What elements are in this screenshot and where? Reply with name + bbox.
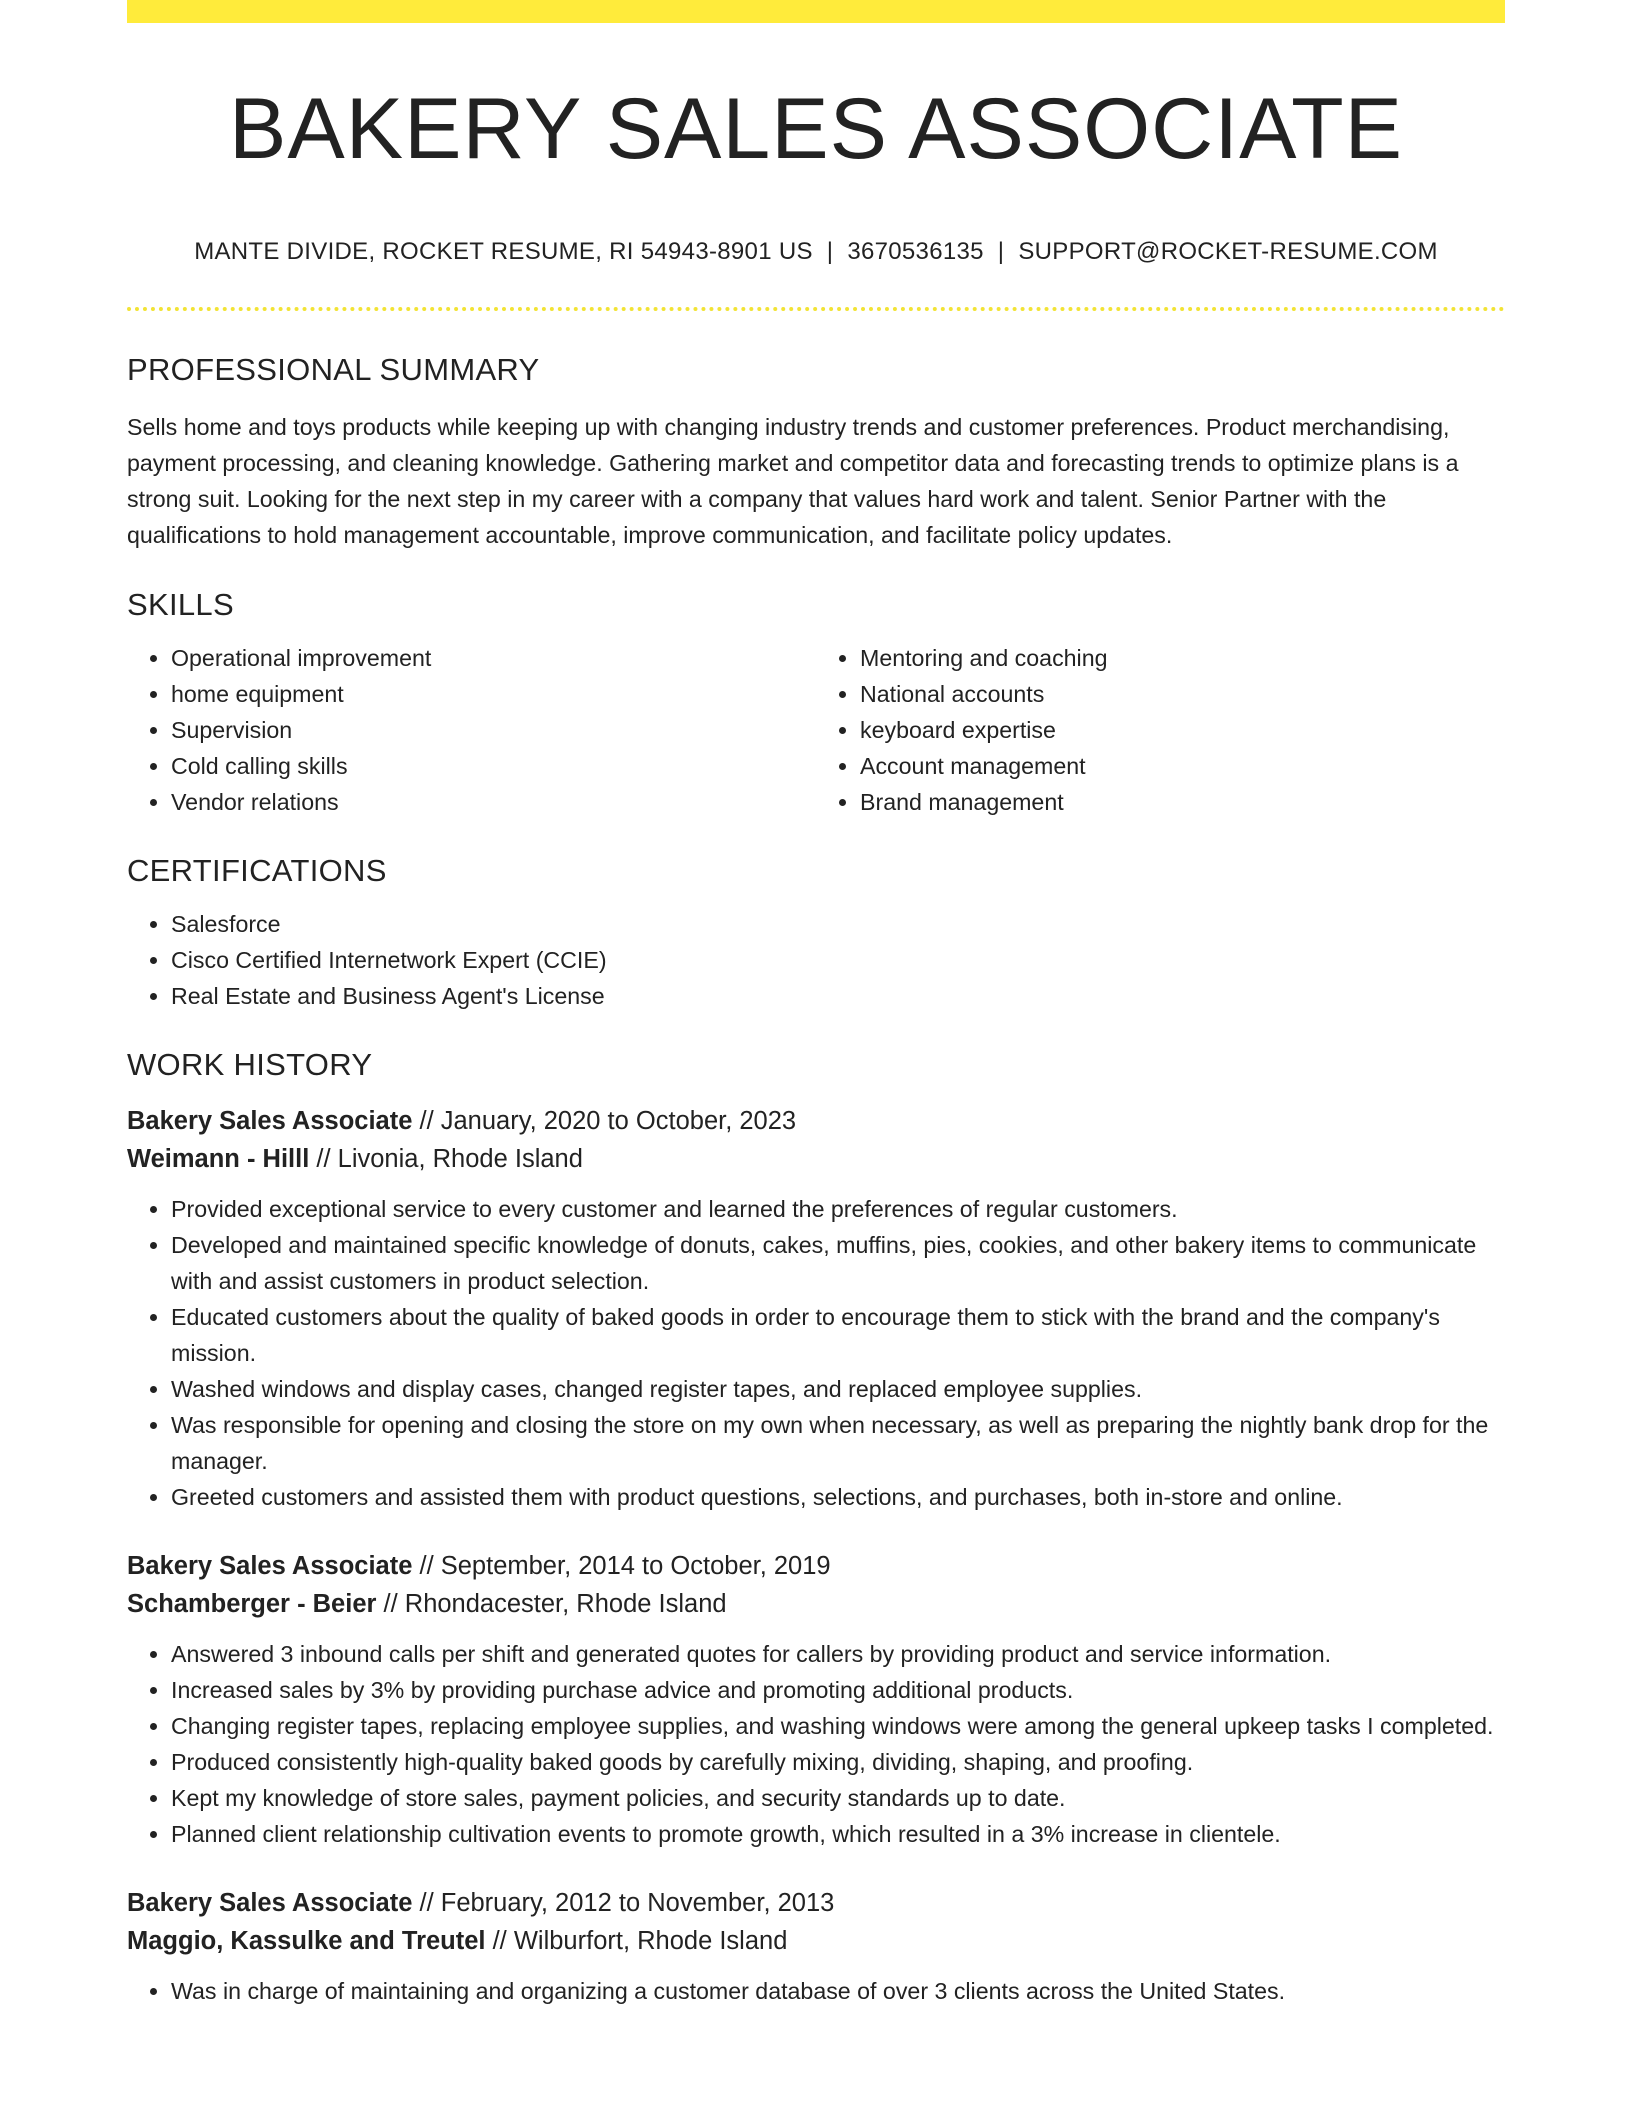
job-company: Maggio, Kassulke and Treutel bbox=[127, 1927, 486, 1955]
resume-body bbox=[127, 352, 1505, 2009]
certifications-section bbox=[127, 853, 1505, 1014]
contact-line bbox=[127, 238, 1505, 266]
job-title: Bakery Sales Associate bbox=[127, 1552, 413, 1580]
job-location: // Rhondacester, Rhode Island bbox=[376, 1590, 727, 1618]
job-dates: // January, 2020 to October, 2023 bbox=[412, 1107, 797, 1135]
job-dates: // February, 2012 to November, 2013 bbox=[412, 1889, 835, 1917]
contact-separator: | bbox=[997, 238, 1005, 265]
job-location: // Wilburfort, Rhode Island bbox=[485, 1927, 788, 1955]
work-history-section bbox=[127, 1047, 1505, 2009]
job-title: Bakery Sales Associate bbox=[127, 1889, 413, 1917]
job-bullet: • Greeted customers and assisted them with product questions, selections, and purchases, both in-store and online. bbox=[171, 1479, 1505, 1515]
job-dates: // September, 2014 to October, 2019 bbox=[412, 1552, 831, 1580]
job-title-line bbox=[127, 1547, 1505, 1585]
contact-email: SUPPORT@ROCKET-RESUME.COM bbox=[1018, 238, 1438, 265]
job-bullet: • Kept my knowledge of store sales, payment policies, and security standards up to date. bbox=[171, 1780, 1505, 1816]
skills-columns bbox=[127, 640, 1505, 820]
job-bullet: • Produced consistently high-quality baked goods by carefully mixing, dividing, shaping, and proofing. bbox=[171, 1744, 1505, 1780]
contact-phone: 3670536135 bbox=[847, 238, 984, 265]
job-entry bbox=[127, 1547, 1505, 1852]
job-bullet: • Was in charge of maintaining and organizing a customer database of over 3 clients across the United States. bbox=[171, 1973, 1505, 2009]
job-bullet: • Changing register tapes, replacing employee supplies, and washing windows were among the general upkeep tasks I completed. bbox=[171, 1708, 1505, 1744]
job-bullet: • Increased sales by 3% by providing purchase advice and promoting additional products. bbox=[171, 1672, 1505, 1708]
header-divider bbox=[127, 307, 1505, 311]
job-bullet: • Answered 3 inbound calls per shift and generated quotes for callers by providing product and service information. bbox=[171, 1636, 1505, 1672]
skill-item: • Vendor relations bbox=[171, 784, 816, 820]
job-bullets bbox=[127, 1636, 1505, 1852]
skill-item: • National accounts bbox=[860, 676, 1505, 712]
job-company-line bbox=[127, 1585, 1505, 1623]
contact-address: MANTE DIVIDE, ROCKET RESUME, RI 54943-8901 US bbox=[194, 238, 813, 265]
skills-section bbox=[127, 587, 1505, 820]
skill-item: • Cold calling skills bbox=[171, 748, 816, 784]
job-bullets bbox=[127, 1191, 1505, 1515]
skills-list-right bbox=[816, 640, 1505, 820]
skills-list-left bbox=[127, 640, 816, 820]
skill-item: • keyboard expertise bbox=[860, 712, 1505, 748]
skills-heading: SKILLS bbox=[127, 587, 234, 622]
skill-item: • Operational improvement bbox=[171, 640, 816, 676]
summary-text: Sells home and toys products while keeping up with changing industry trends and customer preferences. Product merchandising, payment processing, and cleaning knowledge. Gathering market and competitor data and forecasting trends to optimize plans is a strong suit. Looking for the next step in my career with a company that values hard work and talent. Senior Partner with the qualifications to hold management accountable, improve communication, and facilitate policy updates. bbox=[127, 414, 1459, 548]
certifications-list bbox=[127, 906, 1505, 1014]
job-location: // Livonia, Rhode Island bbox=[309, 1145, 583, 1173]
job-bullet: • Planned client relationship cultivation events to promote growth, which resulted in a 3% increase in clientele. bbox=[171, 1816, 1505, 1852]
job-bullet: • Was responsible for opening and closing the store on my own when necessary, as well as preparing the nightly bank drop for the manager. bbox=[171, 1407, 1505, 1479]
accent-bar bbox=[127, 0, 1505, 23]
work-history-heading: WORK HISTORY bbox=[127, 1047, 373, 1082]
job-bullet: • Washed windows and display cases, changed register tapes, and replaced employee supplies. bbox=[171, 1371, 1505, 1407]
job-bullet: • Developed and maintained specific knowledge of donuts, cakes, muffins, pies, cookies, and other bakery items to communicate with and assist customers in product selection. bbox=[171, 1227, 1505, 1299]
job-entry bbox=[127, 1102, 1505, 1515]
job-bullet: • Educated customers about the quality of baked goods in order to encourage them to stick with the brand and the company's mission. bbox=[171, 1299, 1505, 1371]
job-title-line bbox=[127, 1884, 1505, 1922]
summary-section bbox=[127, 352, 1505, 553]
job-entry bbox=[127, 1884, 1505, 2009]
resume-title: BAKERY SALES ASSOCIATE bbox=[229, 81, 1403, 177]
certification-item: • Real Estate and Business Agent's License bbox=[171, 978, 1505, 1014]
contact-separator: | bbox=[826, 238, 834, 265]
job-company-line bbox=[127, 1922, 1505, 1960]
skill-item: • Account management bbox=[860, 748, 1505, 784]
summary-heading: PROFESSIONAL SUMMARY bbox=[127, 352, 540, 387]
skill-item: • home equipment bbox=[171, 676, 816, 712]
certification-item: • Cisco Certified Internetwork Expert (CCIE) bbox=[171, 942, 1505, 978]
skill-item: • Brand management bbox=[860, 784, 1505, 820]
job-company: Schamberger - Beier bbox=[127, 1590, 377, 1618]
job-company: Weimann - Hilll bbox=[127, 1145, 310, 1173]
certifications-heading: CERTIFICATIONS bbox=[127, 853, 387, 888]
job-title: Bakery Sales Associate bbox=[127, 1107, 413, 1135]
job-bullets bbox=[127, 1973, 1505, 2009]
skill-item: • Mentoring and coaching bbox=[860, 640, 1505, 676]
job-company-line bbox=[127, 1140, 1505, 1178]
job-title-line bbox=[127, 1102, 1505, 1140]
job-bullet: • Provided exceptional service to every customer and learned the preferences of regular customers. bbox=[171, 1191, 1505, 1227]
certification-item: • Salesforce bbox=[171, 906, 1505, 942]
skill-item: • Supervision bbox=[171, 712, 816, 748]
